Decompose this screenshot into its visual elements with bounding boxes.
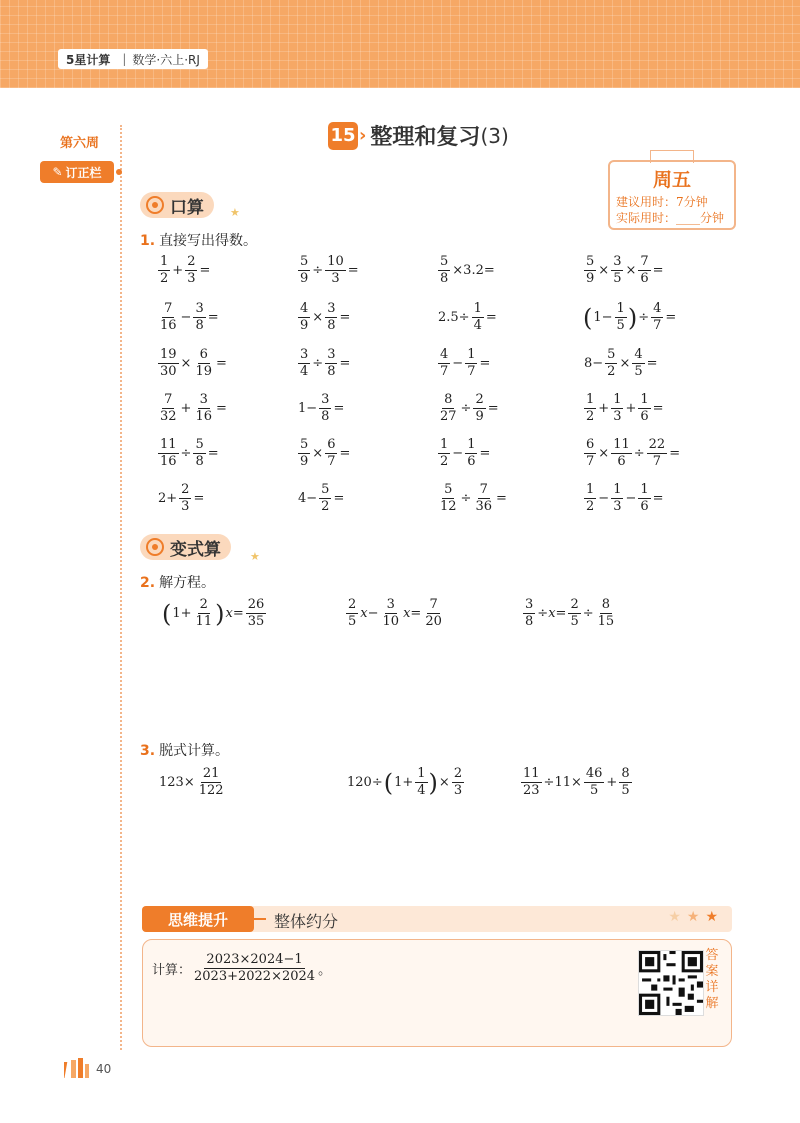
question-3-text: 脱式计算。 bbox=[159, 743, 230, 759]
card-hanger bbox=[650, 150, 694, 163]
day-card bbox=[608, 160, 736, 230]
thinking-problem bbox=[152, 952, 331, 985]
actual-time: 实际用时：____分钟 bbox=[616, 211, 725, 225]
series-name: 5星计算 bbox=[66, 52, 111, 67]
connector-dot bbox=[116, 169, 122, 175]
day-label: 周五 bbox=[652, 169, 691, 191]
section-variant-badge bbox=[140, 534, 231, 560]
question-1-text: 直接写出得数。 bbox=[159, 233, 258, 249]
oral-problem: $\frac{5}{8}$ ×3.2= bbox=[440, 254, 495, 286]
oral-problem: 7 16 − $\frac{3}{8}$ = bbox=[160, 301, 219, 333]
correction-label-text: 订正栏 bbox=[65, 165, 102, 180]
stopwatch-icon bbox=[146, 196, 164, 214]
question-1-title bbox=[140, 230, 257, 250]
question-2-title bbox=[140, 572, 215, 592]
star-icon: ★ bbox=[705, 909, 724, 925]
thinking-topic: 整体约分 bbox=[274, 912, 339, 931]
header-band bbox=[0, 0, 800, 88]
suggested-time: 建议用时：7分钟 bbox=[616, 195, 708, 209]
qr-code[interactable] bbox=[638, 950, 704, 1016]
pencil-icon: ✎ bbox=[52, 165, 63, 179]
oral-problem: 1 2 + $\frac{1}{3}$ + $\frac{1}{6}$ = bbox=[586, 392, 664, 424]
answer-detail-label[interactable]: 答案详解 bbox=[705, 948, 719, 1011]
separator: | bbox=[122, 52, 127, 66]
oral-problem: 1 2 − $\frac{1}{3}$ − $\frac{1}{6}$ = bbox=[586, 482, 664, 514]
week-label: 第六周 bbox=[60, 136, 100, 151]
star-icon: ★ bbox=[230, 206, 240, 219]
oral-problem: 4 7 − $\frac{1}{7}$ = bbox=[440, 347, 491, 379]
oral-problem: 1− $\frac{3}{8}$ = bbox=[298, 392, 345, 424]
oral-problem: $\frac{19}{30}$ × $\frac{6}{19}$ = bbox=[160, 347, 227, 379]
star-icon: ★ bbox=[668, 909, 687, 925]
equation: ( 1+ $\frac{2}{11}$ ) x= $\frac{26}{35}$ bbox=[162, 597, 265, 629]
oral-problem: $\frac{5}{12}$ ÷ $\frac{7}{36}$ = bbox=[440, 482, 507, 514]
problem-suffix: 。 bbox=[318, 963, 332, 978]
thinking-header bbox=[142, 906, 732, 932]
target-icon bbox=[146, 538, 164, 556]
oral-problem: $\frac{5}{9}$ × $\frac{6}{7}$ = bbox=[300, 437, 351, 469]
question-2-text: 解方程。 bbox=[159, 575, 216, 591]
thinking-tag: 思维提升 bbox=[142, 906, 254, 932]
oral-problem: 2+ $\frac{2}{3}$ = bbox=[158, 482, 205, 514]
subject-name: 数学·六上·RJ bbox=[132, 52, 200, 67]
difficulty-stars bbox=[668, 909, 724, 925]
lesson-title-text: 整理和复习 bbox=[370, 125, 481, 150]
stepwise-problem: 120÷ ( 1+ $\frac{1}{4}$ ) × $\frac{2}{3}$ bbox=[347, 766, 463, 798]
oral-problem: $\frac{5}{9}$ ÷ $\frac{10}{3}$ = bbox=[300, 254, 359, 286]
oral-problem: 1 2 + $\frac{2}{3}$ = bbox=[160, 254, 211, 286]
qr-code-icon bbox=[639, 951, 703, 1015]
oral-problem: $\frac{11}{16}$ ÷ $\frac{5}{8}$ = bbox=[160, 437, 219, 469]
problem-prefix: 计算： bbox=[152, 963, 192, 978]
section-oral-label: 口算 bbox=[170, 197, 204, 218]
section-oral-badge bbox=[140, 192, 214, 218]
margin-line bbox=[120, 125, 122, 1050]
page-number: 40 bbox=[96, 1062, 112, 1076]
oral-problem: 2.5÷ $\frac{1}{4}$ = bbox=[438, 301, 497, 333]
books-icon bbox=[64, 1058, 92, 1082]
equation: 2 5 x− $\frac{3}{10}$ x= $\frac{7}{20}$ bbox=[348, 597, 442, 629]
oral-problem: ( 1− $\frac{1}{5}$ ) ÷ $\frac{4}{7}$ = bbox=[583, 301, 677, 333]
oral-problem: $\frac{8}{27}$ ÷ $\frac{2}{9}$ = bbox=[440, 392, 499, 424]
oral-problem: $\frac{6}{7}$ × $\frac{11}{6}$ ÷ $\frac{22}{7}$ = bbox=[586, 437, 681, 469]
problem-numerator: 2023×2024−1 bbox=[206, 952, 303, 967]
star-icon: ★ bbox=[250, 550, 260, 563]
series-tag bbox=[58, 49, 208, 69]
stepwise-problem: 123× $\frac{21}{122}$ bbox=[159, 766, 224, 798]
correction-column-label bbox=[40, 161, 114, 183]
question-3-number: 3. bbox=[140, 743, 156, 759]
oral-problem: 4− $\frac{5}{2}$ = bbox=[298, 482, 345, 514]
star-icon: ★ bbox=[686, 909, 706, 925]
oral-problem: 8− $\frac{5}{2}$ × $\frac{4}{5}$ = bbox=[584, 347, 658, 379]
oral-problem: $\frac{4}{9}$ × $\frac{3}{8}$ = bbox=[300, 301, 351, 333]
section-variant-label: 变式算 bbox=[170, 539, 221, 560]
lesson-part: (3) bbox=[480, 123, 509, 148]
problem-denominator: 2023+2022×2024 bbox=[194, 969, 316, 984]
question-2-number: 2. bbox=[140, 575, 156, 591]
oral-problem: $\frac{5}{9}$ × $\frac{3}{5}$ × $\frac{7}{6}$ = bbox=[586, 254, 664, 286]
question-1-number: 1. bbox=[140, 233, 156, 249]
lesson-title bbox=[328, 120, 509, 151]
equation: $\frac{3}{8}$ ÷x= $\frac{2}{5}$ ÷ $\frac{8}{15}$ bbox=[525, 597, 615, 629]
oral-problem: $\frac{3}{4}$ ÷ $\frac{3}{8}$ = bbox=[300, 347, 351, 379]
oral-problem: 1 2 − $\frac{1}{6}$ = bbox=[440, 437, 491, 469]
oral-problem: 7 32 + $\frac{3}{16}$ = bbox=[160, 392, 227, 424]
stepwise-problem: $\frac{11}{23}$ ÷11× $\frac{46}{5}$ + $\frac{8}{5}$ bbox=[523, 766, 630, 798]
question-3-title bbox=[140, 740, 229, 760]
connector-line bbox=[254, 918, 266, 920]
chevron-right-icon: › bbox=[359, 125, 367, 146]
lesson-number: 15 bbox=[328, 122, 358, 150]
